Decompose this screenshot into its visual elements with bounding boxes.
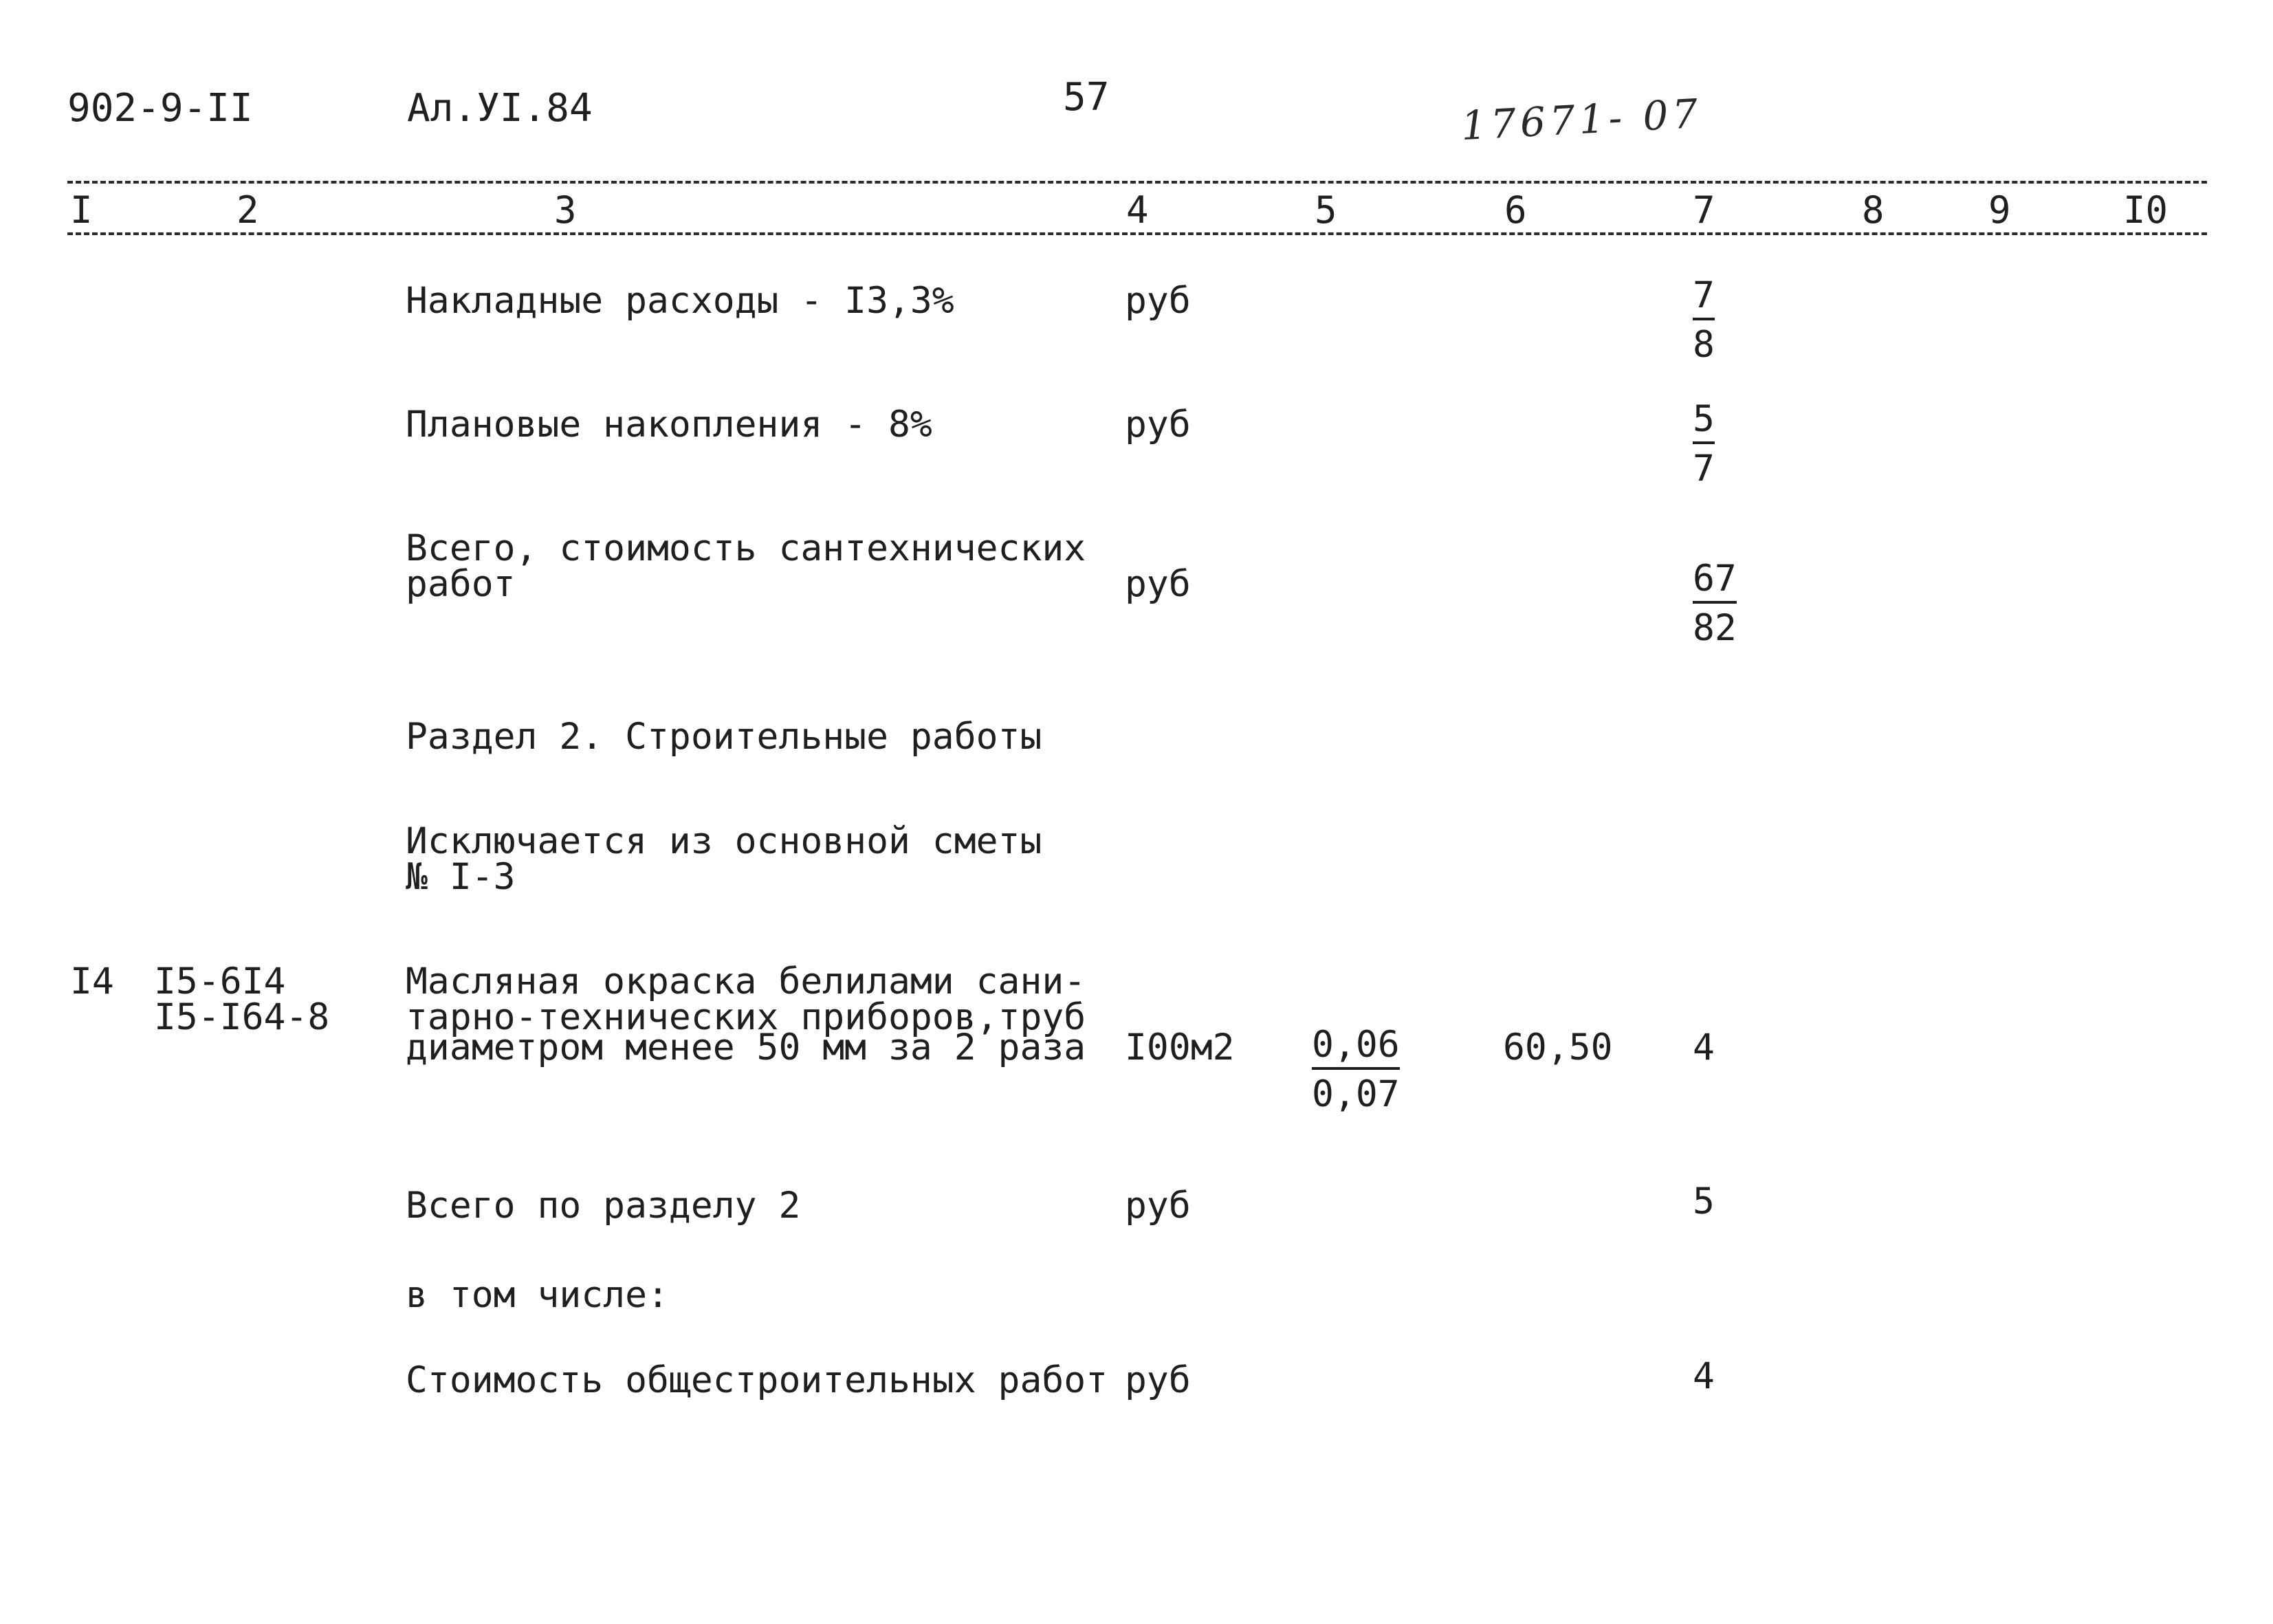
row-name: Накладные расходы - I3,3% xyxy=(406,280,954,322)
row-name: Плановые накопления - 8% xyxy=(406,404,932,446)
row-unit: руб xyxy=(1125,280,1191,322)
cost-denominator: 7 xyxy=(1693,448,1715,490)
excluded-note-line-1: Исключается из основной сметы xyxy=(406,820,1042,862)
cost-numerator: 5 xyxy=(1693,399,1715,444)
column-header-3: 3 xyxy=(554,188,577,232)
section-title: Раздел 2. Строительные работы xyxy=(406,716,1042,758)
cost-numerator: 7 xyxy=(1693,275,1715,320)
row-code-1: I5-6I4 xyxy=(154,961,286,1002)
row-unit: I00м2 xyxy=(1125,1027,1235,1068)
including-label: в том числе: xyxy=(406,1274,669,1316)
column-header-5: 5 xyxy=(1315,188,1337,232)
row-cost-fraction xyxy=(1693,399,1715,490)
column-header-10: I0 xyxy=(2123,188,2168,232)
row-name-line-2: тарно-технических приборов,труб xyxy=(406,996,1086,1038)
album-reference: Ал.УI.84 xyxy=(407,86,593,131)
row-name-line-2: работ xyxy=(406,563,516,605)
table-header-top-rule xyxy=(67,181,2207,184)
row-name: Стоимость общестроительных работ xyxy=(406,1359,1108,1401)
row-cost: 5 xyxy=(1693,1181,1715,1222)
row-cost: 4 xyxy=(1693,1355,1715,1397)
cost-denominator: 82 xyxy=(1693,607,1737,649)
row-unit-price: 60,50 xyxy=(1503,1027,1613,1068)
column-header-9: 9 xyxy=(1988,188,2011,232)
document-code: 902-9-II xyxy=(67,86,253,131)
column-header-2: 2 xyxy=(237,188,259,232)
cost-denominator: 8 xyxy=(1693,324,1715,366)
row-name-line-3: диаметром менее 50 мм за 2 раза xyxy=(406,1027,1086,1068)
quantity-denominator: 0,07 xyxy=(1312,1073,1400,1115)
row-unit: руб xyxy=(1125,563,1191,605)
page-number: 57 xyxy=(1063,75,1110,120)
handwritten-number: 17671- 07 xyxy=(1460,89,1703,150)
row-quantity-fraction xyxy=(1312,1024,1400,1115)
row-code-2: I5-I64-8 xyxy=(154,996,330,1038)
row-unit: руб xyxy=(1125,404,1191,446)
row-name-line-1: Всего, стоимость сантехнических xyxy=(406,527,1086,569)
row-cost-fraction xyxy=(1693,558,1737,649)
quantity-numerator: 0,06 xyxy=(1312,1024,1400,1070)
column-header-1: I xyxy=(70,188,93,232)
cost-numerator: 67 xyxy=(1693,558,1737,604)
excluded-note-line-2: № I-3 xyxy=(406,856,516,898)
row-unit: руб xyxy=(1125,1359,1191,1401)
column-header-4: 4 xyxy=(1126,188,1149,232)
column-header-8: 8 xyxy=(1862,188,1885,232)
row-cost-fraction xyxy=(1693,275,1715,366)
row-position: I4 xyxy=(70,961,114,1002)
row-name: Всего по разделу 2 xyxy=(406,1185,801,1227)
column-header-6: 6 xyxy=(1504,188,1527,232)
table-header-bottom-rule xyxy=(67,232,2207,235)
row-name-line-1: Масляная окраска белилами сани- xyxy=(406,961,1086,1002)
row-cost: 4 xyxy=(1693,1027,1715,1068)
column-header-7: 7 xyxy=(1693,188,1715,232)
row-unit: руб xyxy=(1125,1185,1191,1227)
